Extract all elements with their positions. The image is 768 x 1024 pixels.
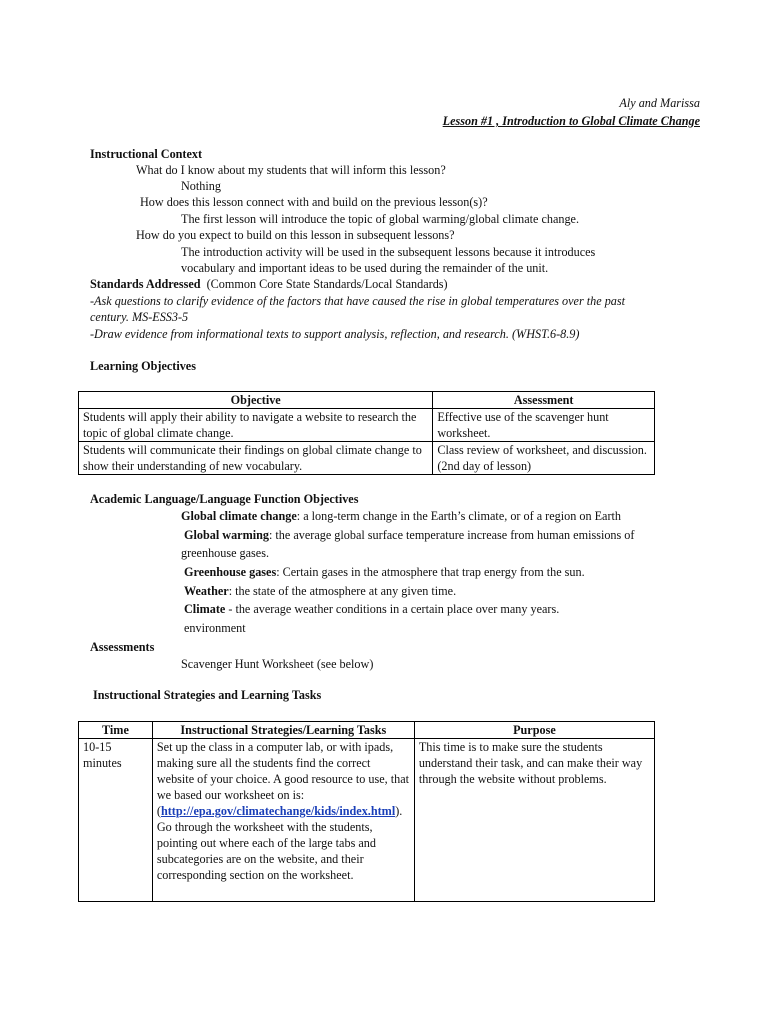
assessments-heading: Assessments	[90, 640, 155, 654]
context-answer-3-line2: vocabulary and important ideas to be used during the remainder of the unit.	[181, 261, 549, 275]
context-answer-1: Nothing	[181, 179, 221, 193]
term-definition: : a long-term change in the Earth’s climate, or of a region on Earth	[296, 509, 621, 523]
task-text-before: Set up the class in a computer lab, or with ipads, making sure all the students find the correct website of your choice. A good resource to use, that we based our worksheet on is: (	[156, 740, 410, 818]
assessment-item: Scavenger Hunt Worksheet (see below)	[181, 657, 374, 671]
objectives-table	[78, 391, 655, 475]
term-global-climate-change	[181, 508, 621, 524]
assessment-cell: Effective use of the scavenger hunt worksheet.	[433, 409, 655, 442]
language-heading: Academic Language/Language Function Objectives	[90, 492, 359, 506]
term-name: Weather	[184, 584, 229, 598]
table-row	[79, 442, 655, 475]
lesson-title: Lesson #1 , Introduction to Global Climate Change	[442, 114, 700, 128]
term-weather	[184, 583, 456, 599]
context-heading: Instructional Context	[90, 147, 203, 161]
term-name: Climate	[184, 602, 226, 616]
objective-cell: Students will apply their ability to navigate a website to research the topic of global climate change.	[79, 409, 433, 442]
term-greenhouse-gases	[184, 564, 585, 580]
resource-link[interactable]: http://epa.gov/climatechange/kids/index.html	[160, 804, 396, 818]
term-environment: environment	[184, 621, 246, 635]
purpose-cell: This time is to make sure the students understand their task, and can make their way through the website without problems.	[414, 739, 654, 902]
purpose-column-header: Purpose	[414, 722, 654, 739]
standard-2: -Draw evidence from informational texts to support analysis, reflection, and research. (WHST.6-8.9)	[90, 327, 580, 341]
term-global-warming	[184, 527, 634, 543]
assessment-cell: Class review of worksheet, and discussion. (2nd day of lesson)	[433, 442, 655, 475]
standard-1-line2: century. MS-ESS3-5	[90, 310, 189, 324]
term-definition: - the average weather conditions in a certain place over many years.	[225, 602, 560, 616]
term-name: Global climate change	[181, 509, 297, 523]
context-question-2: How does this lesson connect with and build on the previous lesson(s)?	[140, 195, 488, 209]
tasks-column-header: Instructional Strategies/Learning Tasks	[152, 722, 414, 739]
objective-column-header: Objective	[79, 392, 433, 409]
time-cell: 10-15 minutes	[79, 739, 153, 902]
objectives-header-row	[79, 392, 655, 409]
term-global-warming-line2: greenhouse gases.	[181, 546, 269, 560]
term-definition: : the average global surface temperature increase from human emissions of	[268, 528, 635, 542]
term-definition: : the state of the atmosphere at any given time.	[228, 584, 457, 598]
assessment-column-header: Assessment	[433, 392, 655, 409]
standards-heading: Standards Addressed	[90, 277, 201, 291]
term-name: Greenhouse gases	[184, 565, 277, 579]
standard-1-line1: -Ask questions to clarify evidence of the factors that have caused the rise in global temperatures over the past	[90, 294, 626, 308]
context-answer-3-line1: The introduction activity will be used in the subsequent lessons because it introduces	[181, 245, 596, 259]
standards-line	[90, 276, 448, 292]
tasks-cell	[152, 739, 414, 902]
term-climate	[184, 601, 559, 617]
context-answer-2: The first lesson will introduce the topic of global warming/global climate change.	[181, 212, 580, 226]
context-question-3: How do you expect to build on this lesson in subsequent lessons?	[136, 228, 455, 242]
table-row	[79, 739, 655, 902]
context-question-1: What do I know about my students that will inform this lesson?	[136, 163, 446, 177]
strategies-heading: Instructional Strategies and Learning Tasks	[93, 688, 322, 702]
standards-note: (Common Core State Standards/Local Standards)	[206, 277, 448, 291]
term-name: Global warming	[184, 528, 269, 542]
authors: Aly and Marissa	[619, 96, 700, 110]
strategies-table	[78, 721, 655, 902]
table-row	[79, 409, 655, 442]
objective-cell: Students will communicate their findings on global climate change to show their understanding of new vocabulary.	[79, 442, 433, 475]
strategies-header-row	[79, 722, 655, 739]
task-text-after: ). Go through the worksheet with the students, pointing out where each of the large tabs and subcategories are on the website, and their corresponding section on the worksheet.	[156, 804, 403, 882]
objectives-heading: Learning Objectives	[90, 359, 196, 373]
term-definition: : Certain gases in the atmosphere that trap energy from the sun.	[276, 565, 585, 579]
time-column-header: Time	[79, 722, 153, 739]
